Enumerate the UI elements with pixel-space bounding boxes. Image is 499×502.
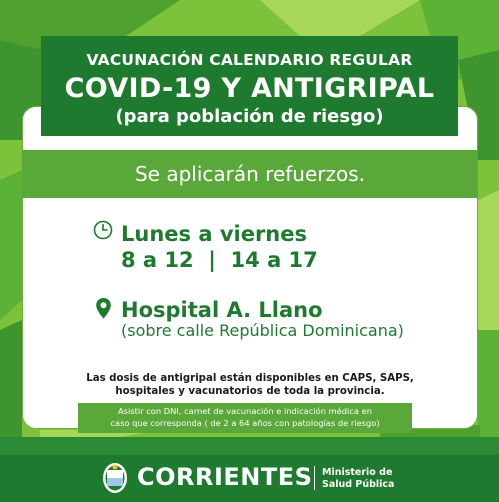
venue-name: Hospital A. Llano [121, 298, 323, 322]
brand-name: CORRIENTES [137, 463, 313, 491]
ministry-name [322, 467, 394, 491]
note-line-1: Las dosis de antigripal están disponibles en CAPS, SAPS, [86, 373, 414, 384]
schedule-days: Lunes a viernes [121, 222, 307, 246]
location-pin-icon [95, 297, 112, 320]
ministry-line-1: Ministerio de [322, 467, 393, 478]
requirements-line-1: Asistir con DNI, carnet de vacunación e indicación médica en [117, 406, 373, 416]
boosters-band: Se aplicarán refuerzos. [22, 150, 478, 198]
venue-address: (sobre calle República Dominicana) [121, 321, 404, 340]
requirements-box [78, 403, 412, 433]
provincial-crest-icon [101, 461, 129, 495]
title-line-3: (para población de riesgo) [115, 106, 384, 127]
note-line-2: hospitales y vacunatorios de toda la provincia. [115, 386, 385, 397]
title-line-1: VACUNACIÓN CALENDARIO REGULAR [86, 51, 413, 69]
footer-divider [314, 466, 315, 490]
title-banner [41, 36, 458, 136]
availability-note [80, 372, 420, 398]
title-line-2: COVID-19 Y ANTIGRIPAL [64, 73, 435, 104]
ministry-line-2: Salud Pública [322, 479, 395, 490]
footer-stripe [0, 437, 499, 455]
clock-icon [93, 220, 113, 240]
requirements-line-2: caso que corresponda ( de 2 a 64 años con patologías de riesgo) [110, 417, 380, 428]
schedule-hours: 8 a 12 | 14 a 17 [121, 248, 318, 272]
